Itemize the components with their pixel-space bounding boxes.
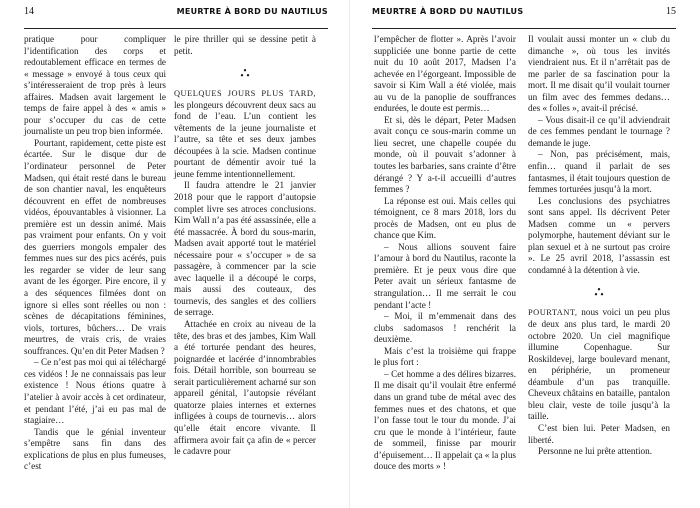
paragraph: C’est bien lui. Peter Madsen, en liberté. — [528, 422, 670, 445]
paragraph — [528, 307, 670, 422]
right-column-2 — [528, 34, 670, 458]
right-page — [350, 0, 700, 508]
left-column-1 — [24, 34, 166, 473]
left-column-2 — [174, 34, 316, 458]
paragraph: Et si, dès le départ, Peter Madsen avait conçu ce sous-marin comme un lieu secret, une chapelle coupée du monde, où il pouvait s’adonner à toutes les barbaries, sans crainte d’être dérangé ? Y a-t-il accueilli d’autres femmes ? — [374, 114, 516, 195]
asterism-icon — [239, 68, 251, 78]
section-lead: POURTANT, — [528, 308, 578, 318]
paragraph-text: les plongeurs découvrent deux sacs au fond de l’eau. L’un contient les vêtements de la jeune journaliste et l’autre, sa tête et ses deux jambes découpées à la scie. Madsen continue pourtant de démentir avoir tué la jeune femme intentionnellement. — [174, 99, 316, 179]
header-rule — [24, 28, 328, 29]
paragraph: Pourtant, rapidement, cette piste est écartée. Sur le disque dur de l’ordinateur personnel de Peter Madsen, qui était resté dans le bureau de son chantier naval, les enquêteurs découvrent en effet de nombreuses vidéos, épouvantables à visionner. La première est un dessin animé. Mais pas vraiment pour enfants. On y voit des guerriers mongols empaler des femmes nues sur des pics acérés, puis les regarder se vider de leur sang avant de les égorger. Pire encore, il y a des séquences filmées dont on ignore si elles sont réelles ou non : scènes de décapitations féminines, viols, tortures, bûchers… De vrais meurtres, de vrais cris, de vraies souffrances. Qu’en dit Peter Madsen ? — [24, 137, 166, 356]
left-page-header — [24, 6, 328, 20]
right-column-1 — [374, 34, 516, 473]
paragraph: l’empêcher de flotter ». Après l’avoir suppliciée une bonne partie de cette nuit du 10 août 2017, Madsen l’a achevée en l’égorgeant. Impossible de savoir si Kim Wall a été violée, mais au vu de la panoplie de souffrances endurées, le doute est permis… — [374, 34, 516, 114]
paragraph: pratique pour compliquer l’identification des corps et redoutablement efficace en termes de « message » envoyé à tous ceux qui s’intéresseraient de trop près à leurs affaires. Madsen avait largement le temps de faire appel à des « amis » pour s’occuper du cas de cette journaliste un peu trop bien informée. — [24, 34, 166, 137]
right-page-header — [372, 6, 676, 20]
paragraph: Il voulait aussi monter un « club du dimanche », où tous les invités viendraient nus. Et il n’arrêtait pas de me parler de sa fascination pour la mort. Il me disait qu’il voulait tourner un film avec des femmes dedans… des « folles », avait-il précisé. — [528, 34, 670, 114]
paragraph: Il faudra attendre le 21 janvier 2018 pour que le rapport d’autopsie complet livre ses atroces conclusions. Kim Wall n’a pas été assassinée, elle a été massacrée. À bord du sous-marin, Madsen avait apporté tout le matériel nécessaire pour « s’occuper » de sa passagère, à commencer par la scie avec laquelle il a découpé le corps, mais aussi des couteaux, des tournevis, des sangles et des colliers de serrage. — [174, 180, 316, 318]
running-head: MEURTRE À BORD DU NAUTILUS — [372, 7, 524, 16]
paragraph: – Moi, il m’emmenait dans des clubs sadomasos ! renchérit la deuxième. — [374, 311, 516, 345]
paragraph: La réponse est oui. Mais celles qui témoignent, ce 8 mars 2018, lors du procès de Madsen, ont eu plus de chance que Kim. — [374, 195, 516, 241]
paragraph: le pire thriller qui se dessine petit à petit. — [174, 34, 316, 56]
paragraph: Attachée en croix au niveau de la tête, des bras et des jambes, Kim Wall a été torturée pendant des heures, poignardée et lacérée d’innombrables fois. Détail horrible, son bourreau se serait particulièrement acharné sur son appareil génital, l’autopsie révélant quatorze plaies internes et externes infligées à coups de tournevis… alors qu’elle était encore vivante. Il affirmera avoir fait ça afin de « percer le cadavre pour — [174, 319, 316, 457]
section-ornament — [174, 67, 316, 79]
paragraph: – Nous allions souvent faire l’amour à bord du Nautilus, raconte la première. Et je peux vous dire que Peter avait un sérieux fantasme de strangulation… Il me serrait le cou pendant l’acte ! — [374, 241, 516, 310]
section-ornament — [528, 286, 670, 298]
paragraph: – Ce n’est pas moi qui ai téléchargé ces vidéos ! Je ne connaissais pas leur existence ! Nous étions quatre à l’atelier à avoir accès à cet ordinateur, et pendant l’été, j’ai eu pas mal de stagiaire… — [24, 357, 166, 426]
paragraph — [174, 88, 316, 180]
header-rule — [372, 28, 676, 29]
paragraph: Les conclusions des psychiatres sont sans appel. Ils décrivent Peter Madsen comme un « pervers polymorphe, hautement déviant sur le plan sexuel et à ne surtout pas croire ». Le 25 avril 2018, l’assassin est condamné à la détention à vie. — [528, 195, 670, 275]
running-head: MEURTRE À BORD DU NAUTILUS — [176, 7, 328, 16]
page-number: 14 — [24, 6, 34, 17]
asterism-icon — [593, 287, 605, 297]
paragraph: Tandis que le génial inventeur s’empêtre sans fin dans des explications de plus en plus fumeuses, c’est — [24, 426, 166, 472]
paragraph: – Cet homme a des délires bizarres. Il me disait qu’il voulait être enfermé dans un grand tube de métal avec des femmes nues et des chatons, et que l’on fasse tout le tour du monde. J’ai cru que le monde à l’intérieur, faute de sommeil, finisse par mourir d’épuisement… Il appelait ça « la plus douce des morts » ! — [374, 368, 516, 472]
paragraph: – Vous disait-il ce qu’il adviendrait de ces femmes pendant le tournage ? demande le juge. — [528, 114, 670, 148]
paragraph-text: nous voici un peu plus de deux ans plus tard, le mardi 20 octobre 2020. Un ciel magnifique illumine Copenhague. Sur Roskildevej, large boulevard menant, en périphérie, un promeneur déambule d’un pas tranquille. Cheveux châtains en bataille, pantalon bleu clair, veste de toile jusqu’à la taille. — [528, 307, 670, 422]
paragraph: Personne ne lui prête attention. — [538, 446, 653, 457]
page-number: 15 — [666, 6, 676, 17]
paragraph: – Non, pas précisément, mais, enfin… quand il parlait de ses fantasmes, il était toujours question de femmes torturées jusqu’à la mort. — [528, 149, 670, 195]
paragraph: Mais c’est la troisième qui frappe le plus fort : — [374, 345, 516, 368]
section-lead: QUELQUES JOURS PLUS TARD, — [174, 89, 316, 99]
